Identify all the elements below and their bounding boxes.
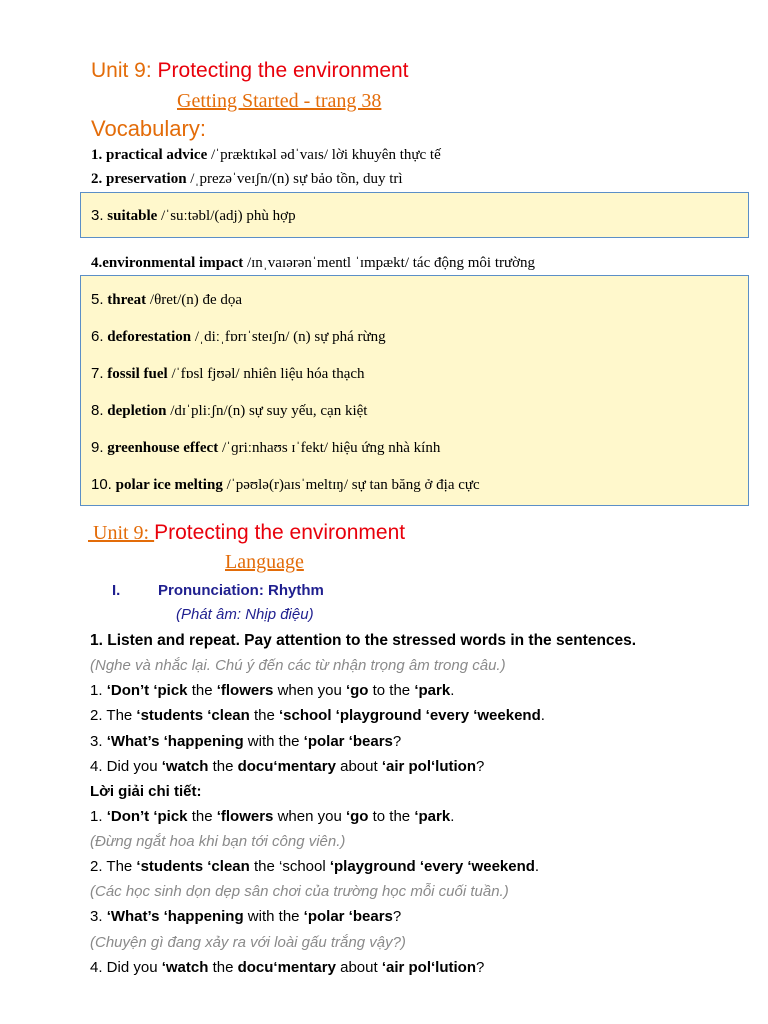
sentence-text: ? <box>476 758 485 775</box>
sentence-text: . <box>450 808 455 825</box>
vocab-term: preservation <box>106 171 187 187</box>
sentence-text: . <box>450 682 455 699</box>
sentence-text: 1. <box>90 808 107 825</box>
sentence-text: about <box>335 959 382 976</box>
vocab-term: threat <box>107 292 147 308</box>
sentence-text: the ‘school <box>249 858 330 875</box>
sentence-a4 <box>90 959 484 976</box>
vocab-number: 5. <box>91 291 104 308</box>
vocab-number: 2. <box>91 171 103 187</box>
sentence-q1 <box>90 682 454 699</box>
stressed-word: ‘go <box>345 682 369 699</box>
sentence-text: when you <box>273 682 346 699</box>
exercise-instruction: 1. Listen and repeat. Pay attention to the stressed words in the sentences. <box>90 632 637 649</box>
lesson-subtitle: Language <box>225 551 304 573</box>
stressed-word: ‘students ‘clean <box>136 707 250 724</box>
vocab-number: 4. <box>91 255 103 271</box>
unit-heading-1 <box>91 59 409 83</box>
vocab-term: deforestation <box>107 329 192 345</box>
unit-name: Protecting the environment <box>154 521 406 544</box>
sentence-q3 <box>90 733 401 750</box>
answer-translation-1: (Đừng ngắt hoa khi bạn tới công viên.) <box>90 833 346 850</box>
stressed-word: ‘air pol‘lution <box>381 758 476 775</box>
vocab-number: 6. <box>91 328 104 345</box>
sentence-text: with the <box>243 733 304 750</box>
sentence-text: ? <box>392 908 402 925</box>
vocab-term: greenhouse effect <box>107 440 219 456</box>
answer-heading: Lời giải chi tiết: <box>90 783 202 800</box>
sentence-a3 <box>90 908 401 925</box>
vocab-term: polar ice melting <box>115 477 223 493</box>
vocab-number: 1. <box>91 147 103 163</box>
sentence-text: . <box>534 858 540 875</box>
vocab-definition: /ˈpræktɪkəl ədˈvaɪs/ lời khuyên thực tế <box>207 147 441 163</box>
sentence-text: to the <box>368 808 415 825</box>
sentence-text: the <box>187 808 217 825</box>
sentence-text: the <box>187 682 217 699</box>
sentence-text: the <box>208 758 238 775</box>
vocab-term: suitable <box>107 208 158 224</box>
stressed-word: docu‘mentary <box>237 959 336 976</box>
sentence-text: 2. The <box>90 858 137 875</box>
vocab-definition: /ˌprezəˈveɪʃn/(n) sự bảo tồn, duy trì <box>186 171 403 187</box>
section-number: I. <box>112 582 121 599</box>
vocab-definition: /ɪnˌvaɪərənˈmentl ˈɪmpækt/ tác động môi trường <box>243 255 536 271</box>
sentence-a1 <box>90 808 454 825</box>
stressed-word: ‘watch <box>161 959 209 976</box>
sentence-text: the <box>208 959 238 976</box>
vocab-item-1 <box>91 147 441 164</box>
sentence-text: when you <box>273 808 346 825</box>
stressed-word: ‘park <box>414 808 451 825</box>
vocab-number: 10. <box>91 476 112 493</box>
section-title: Pronunciation: Rhythm <box>158 582 324 599</box>
lesson-subtitle: Getting Started - trang 38 <box>177 90 382 112</box>
stressed-word: ‘flowers <box>216 682 274 699</box>
vocab-term: fossil fuel <box>107 366 168 382</box>
stressed-word: ‘What’s ‘happening <box>106 908 244 925</box>
vocab-item-6 <box>91 328 386 346</box>
stressed-word: ‘watch <box>161 758 209 775</box>
answer-translation-3: (Chuyện gì đang xảy ra với loài gấu trắng vậy?) <box>90 934 406 951</box>
sentence-q4 <box>90 758 484 775</box>
vocab-item-4 <box>91 255 535 272</box>
stressed-word: ‘polar ‘bears <box>303 908 393 925</box>
stressed-word: ‘flowers <box>216 808 274 825</box>
sentence-text: ? <box>392 733 402 750</box>
sentence-text: 1. <box>90 682 107 699</box>
unit-heading-2 <box>88 521 405 545</box>
vocab-number: 7. <box>91 365 104 382</box>
stressed-word: ‘go <box>345 808 369 825</box>
vocab-item-5 <box>91 291 242 309</box>
unit-number: Unit 9: <box>91 59 152 82</box>
vocab-item-3 <box>91 207 296 225</box>
answer-translation-2: (Các học sinh dọn dẹp sân chơi của trường học mỗi cuối tuần.) <box>90 883 509 900</box>
sentence-text: . <box>540 707 545 724</box>
unit-number: Unit 9: <box>88 522 155 544</box>
stressed-word: ‘park <box>414 682 451 699</box>
sentence-text: the <box>249 707 279 724</box>
sentence-text: to the <box>368 682 415 699</box>
sentence-text: 2. The <box>90 707 137 724</box>
vocab-item-2 <box>91 171 403 188</box>
vocab-definition: /ˈfɒsl fjʊəl/ nhiên liệu hóa thạch <box>167 366 365 382</box>
vocab-term: depletion <box>107 403 167 419</box>
vocab-box-2 <box>80 275 749 506</box>
sentence-text: ? <box>476 959 485 976</box>
vocab-number: 9. <box>91 439 104 456</box>
vocab-definition: /ˌdiːˌfɒrɪˈsteɪʃn/ (n) sự phá rừng <box>191 329 386 345</box>
stressed-word: docu‘mentary <box>237 758 336 775</box>
vocab-definition: /ˈɡriːnhaʊs ɪˈfekt/ hiệu ứng nhà kính <box>218 440 441 456</box>
sentence-text: with the <box>243 908 304 925</box>
vocab-number: 8. <box>91 402 104 419</box>
vocabulary-heading: Vocabulary: <box>91 116 206 141</box>
vocab-definition: /θret/(n) đe dọa <box>146 292 243 308</box>
sentence-text: 4. Did you <box>90 959 162 976</box>
sentence-a2 <box>90 858 539 875</box>
vocab-item-8 <box>91 402 367 420</box>
stressed-word: ‘polar ‘bears <box>303 733 393 750</box>
sentence-text: 3. <box>90 908 107 925</box>
sentence-q2 <box>90 707 545 724</box>
vocab-definition: /ˈpəʊlə(r)aɪsˈmeltɪŋ/ sự tan băng ở địa cực <box>222 477 480 493</box>
stressed-word: ‘students ‘clean <box>136 858 250 875</box>
vocab-item-9 <box>91 439 440 457</box>
vocab-definition: /dɪˈpliːʃn/(n) sự suy yếu, cạn kiệt <box>166 403 368 419</box>
vocab-term: environmental impact <box>102 255 244 271</box>
unit-name: Protecting the environment <box>157 59 409 82</box>
stressed-word: ‘playground ‘every ‘weekend <box>329 858 535 875</box>
sentence-text: about <box>335 758 382 775</box>
stressed-word: ‘What’s ‘happening <box>106 733 244 750</box>
vocab-term: practical advice <box>106 147 208 163</box>
stressed-word: ‘school ‘playground ‘every ‘weekend <box>278 707 541 724</box>
stressed-word: ‘Don’t ‘pick <box>106 808 188 825</box>
exercise-instruction-translation: (Nghe và nhắc lại. Chú ý đến các từ nhận trọng âm trong câu.) <box>90 657 506 674</box>
sentence-text: 4. Did you <box>90 758 162 775</box>
vocab-definition: /ˈsuːtəbl/(adj) phù hợp <box>157 208 296 224</box>
stressed-word: ‘air pol‘lution <box>381 959 476 976</box>
vocab-item-10 <box>91 476 480 494</box>
vocab-item-7 <box>91 365 365 383</box>
vocab-number: 3. <box>91 207 104 224</box>
section-subtitle: (Phát âm: Nhịp điệu) <box>176 606 314 623</box>
sentence-text: 3. <box>90 733 107 750</box>
stressed-word: ‘Don’t ‘pick <box>106 682 188 699</box>
